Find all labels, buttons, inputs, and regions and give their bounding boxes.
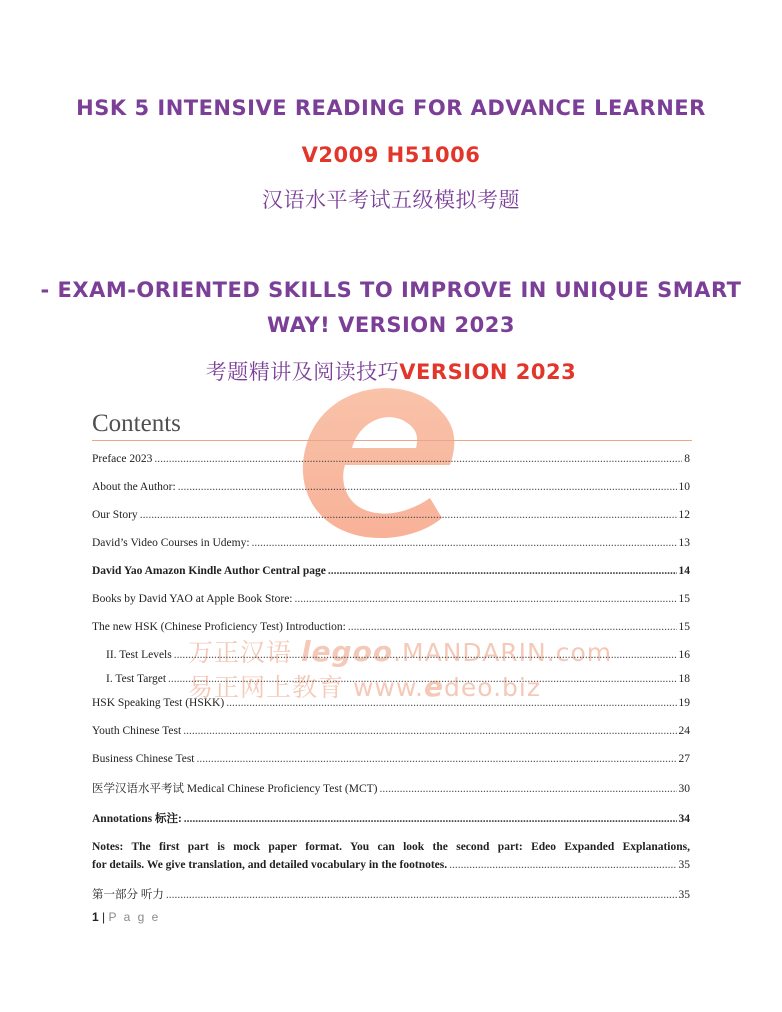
subtitle-line-2: WAY! VERSION 2023 [267,313,515,337]
title-line-3: 汉语水平考试五级模拟考题 [262,188,520,212]
watermark-line-1: 万正汉语 legoo.MANDARIN.com [188,635,613,668]
toc-item-hskk[interactable]: HSK Speaking Test (HSKK) ..... 19 [92,696,690,710]
toc-item-notes-line-1[interactable]: Notes: The first part is mock paper format. You can look the second part: Edeo Expanded Explanations, [92,841,690,853]
page-number: 1 [92,910,99,924]
toc-item-notes[interactable]: for details. We give translation, and detailed vocabulary in the footnotes. ..... 35 [92,858,690,872]
toc-item-preface[interactable]: Preface 2023 ..... 8 [92,452,690,466]
toc-item-hsk-introduction[interactable]: The new HSK (Chinese Proficiency Test) Introduction: ..... 15 [92,620,690,634]
title-line-2: V2009 H51006 [301,143,481,167]
title-line-1: HSK 5 INTENSIVE READING FOR ADVANCE LEARNER [76,96,706,120]
page-label: P a g e [108,910,161,924]
toc-item-part-one-listening[interactable]: 第一部分 听力 ..... 35 [92,888,690,902]
toc-item-test-levels[interactable]: II. Test Levels ..... 16 [92,648,690,662]
toc-item-apple-books[interactable]: Books by David YAO at Apple Book Store: ..... 15 [92,592,690,606]
page-footer [92,910,160,924]
page-separator: | [102,910,106,924]
toc-item-video-courses[interactable]: David’s Video Courses in Udemy: ..... 13 [92,536,690,550]
toc-item-test-target[interactable]: I. Test Target ..... 18 [92,672,690,686]
toc-item-annotations[interactable]: Annotations 标注: ..... 34 [92,812,690,826]
toc-item-our-story[interactable]: Our Story ..... 12 [92,508,690,522]
toc-item-youth-chinese-test[interactable]: Youth Chinese Test ..... 24 [92,724,690,738]
toc-item-about-author[interactable]: About the Author: ..... 10 [92,480,690,494]
toc-item-mct[interactable]: 医学汉语水平考试 Medical Chinese Proficiency Test (MCT) ..... 30 [92,782,690,796]
watermark-line-2: 易正网上教育 www.edeo.biz [188,670,541,703]
toc-item-kindle-author-page[interactable]: David Yao Amazon Kindle Author Central page ..... 14 [92,564,690,578]
contents-heading: Contents [92,410,692,441]
subtitle-line-1: - EXAM-ORIENTED SKILLS TO IMPROVE IN UNIQUE SMART [40,278,742,302]
toc-item-business-chinese-test[interactable]: Business Chinese Test ..... 27 [92,752,690,766]
subtitle-line-3: 考题精讲及阅读技巧VERSION 2023 [205,360,577,384]
